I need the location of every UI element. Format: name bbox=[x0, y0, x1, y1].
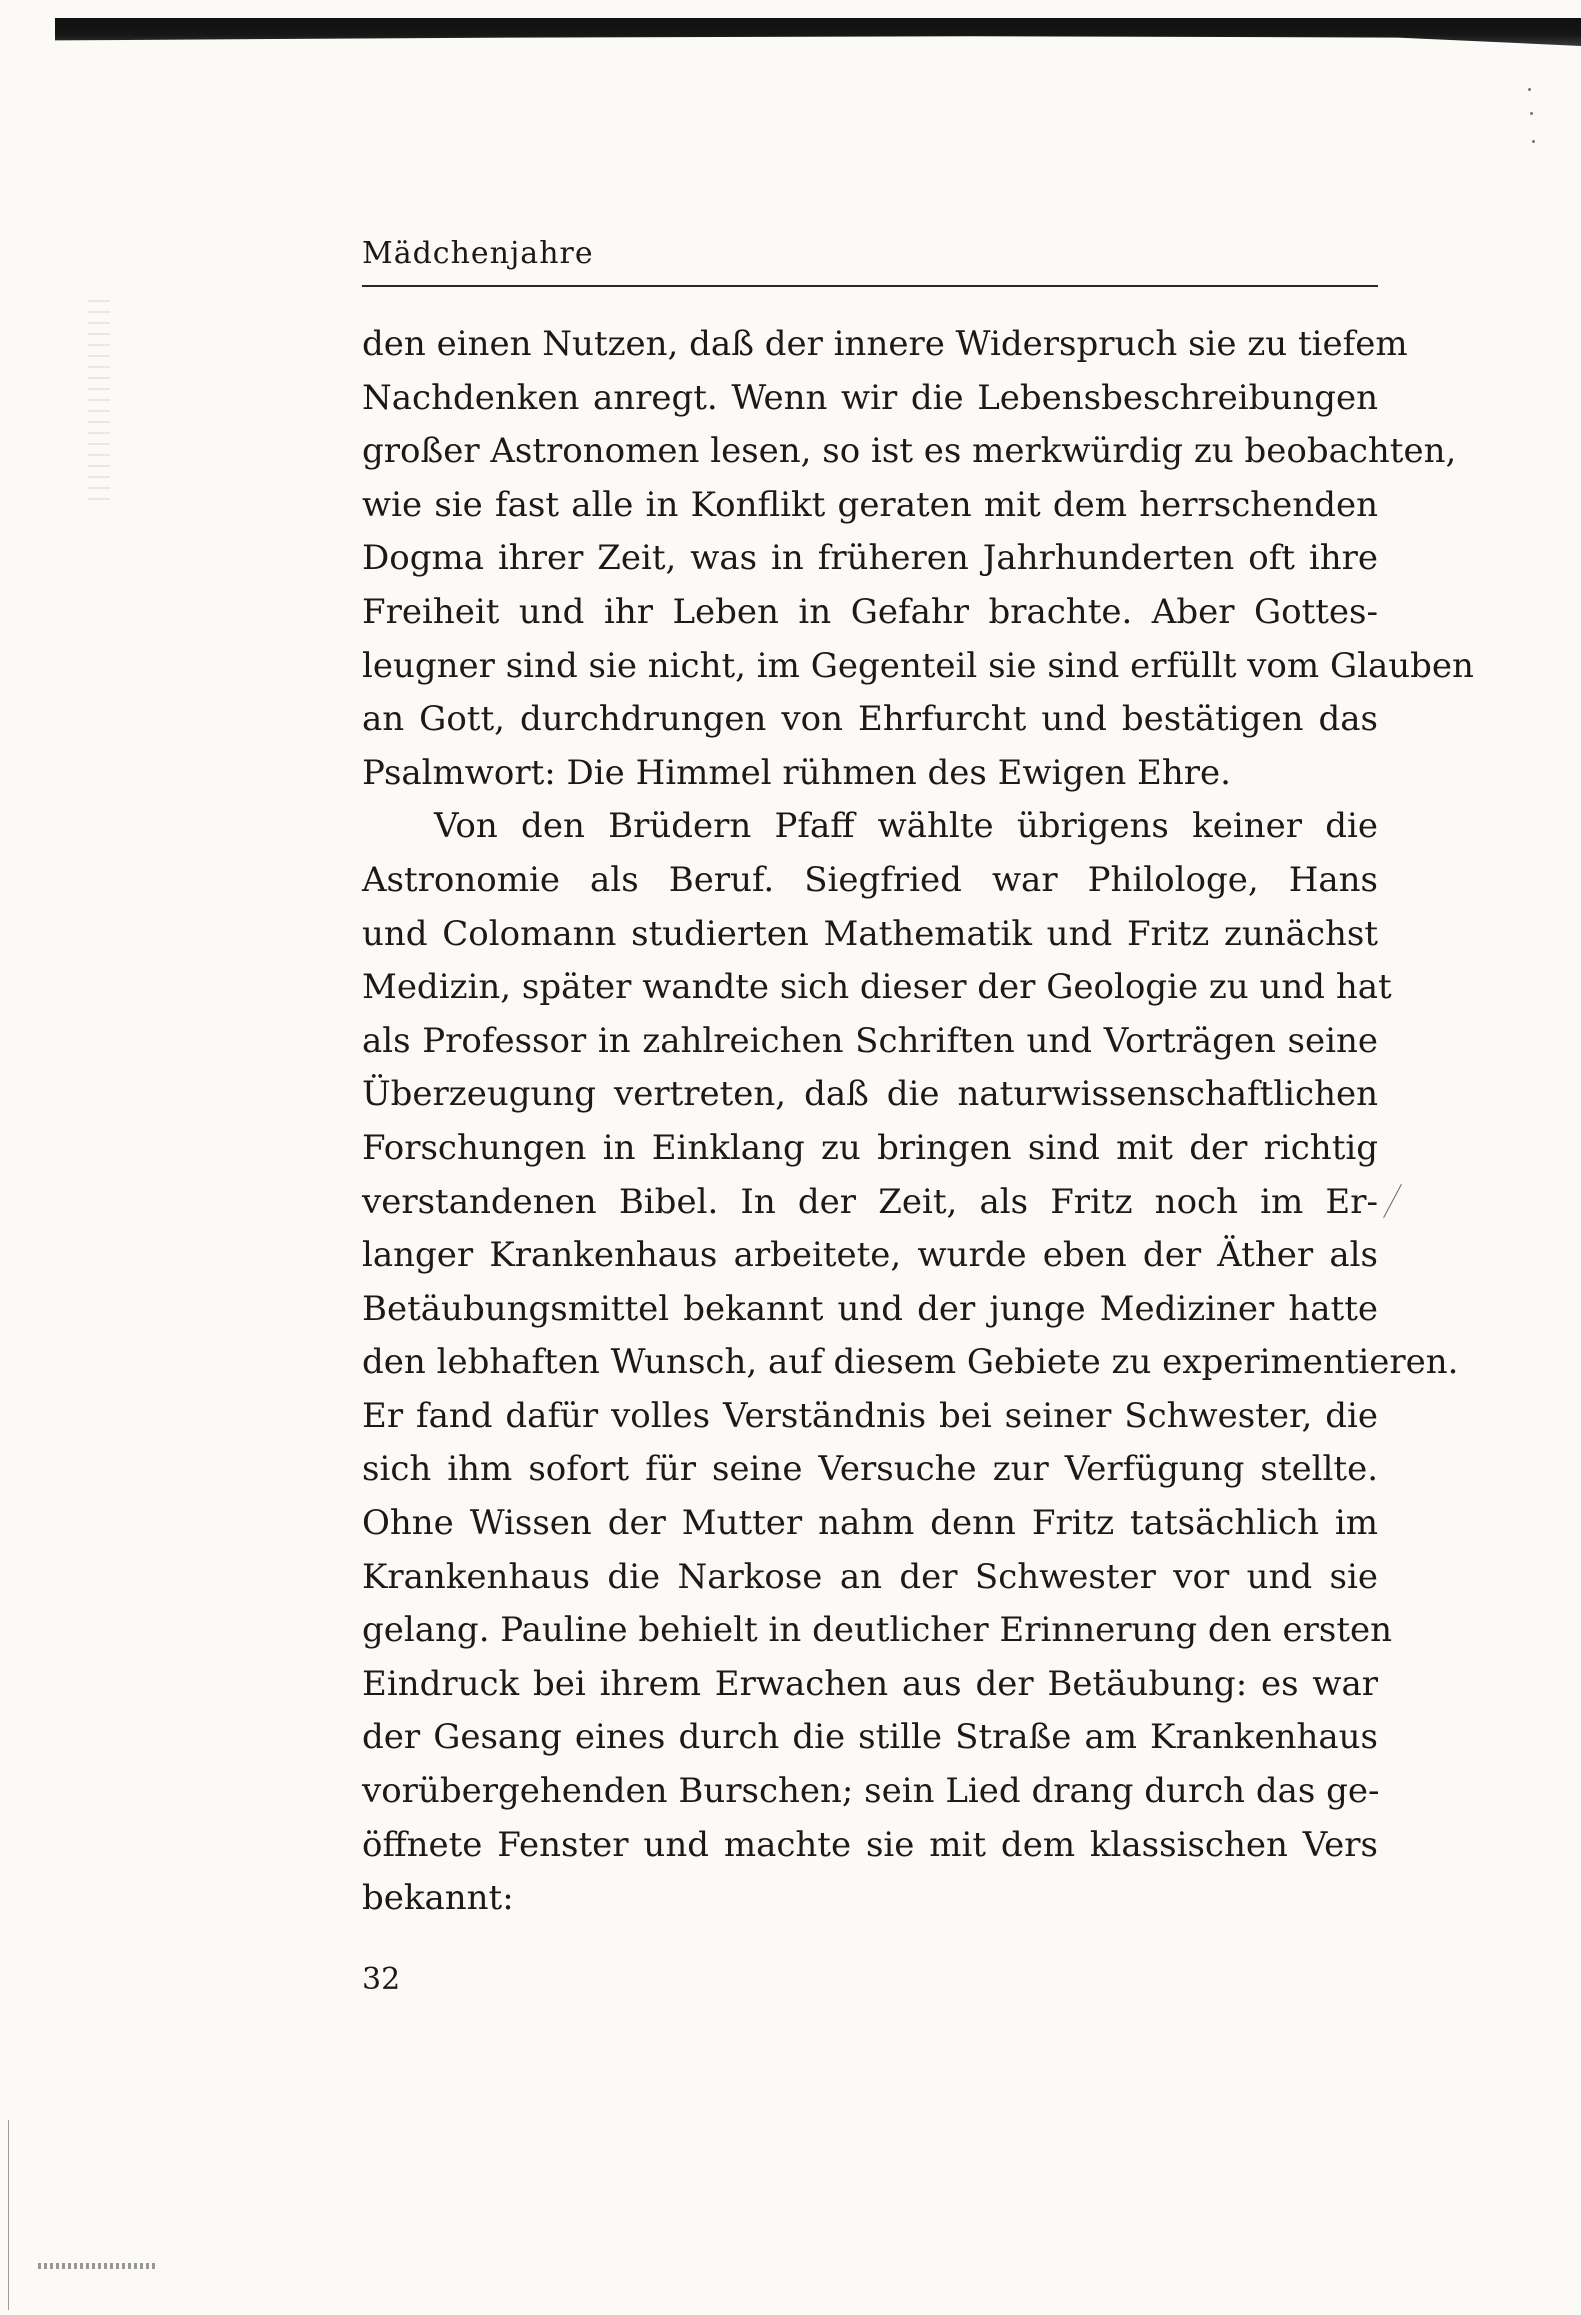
pencil-mark bbox=[1383, 1184, 1402, 1218]
text-line: den lebhaften Wunsch, auf diesem Gebiete zu experimentieren. bbox=[362, 1342, 1459, 1383]
text-line: Nachdenken anregt. Wenn wir die Lebensbeschreibungen bbox=[362, 377, 1378, 418]
text-line: Eindruck bei ihrem Erwachen aus der Betäubung: es war bbox=[362, 1663, 1378, 1704]
text-line: verstandenen Bibel. In der Zeit, als Fritz noch im Er- bbox=[362, 1181, 1378, 1222]
text-line: an Gott, durchdrungen von Ehrfurcht und bestätigen das bbox=[362, 699, 1378, 740]
text-line: bekannt: bbox=[362, 1878, 514, 1919]
text-line: Krankenhaus die Narkose an der Schwester vor und sie bbox=[362, 1556, 1378, 1597]
page-number: 32 bbox=[362, 1962, 401, 1997]
paragraph-start-line: Von den Brüdern Pfaff wählte übrigens keiner die bbox=[434, 806, 1378, 847]
body-text bbox=[362, 318, 1474, 1926]
header-rule bbox=[362, 285, 1378, 287]
text-line: Ohne Wissen der Mutter nahm denn Fritz tatsächlich im bbox=[362, 1503, 1378, 1544]
margin-speck bbox=[1532, 140, 1535, 143]
text-line: Astronomie als Beruf. Siegfried war Philologe, Hans bbox=[362, 859, 1378, 900]
text-line: und Colomann studierten Mathematik und Fritz zunächst bbox=[362, 913, 1378, 954]
text-line: großer Astronomen lesen, so ist es merkwürdig zu beobachten, bbox=[362, 431, 1457, 472]
text-line: Betäubungsmittel bekannt und der junge Mediziner hatte bbox=[362, 1288, 1378, 1329]
margin-smudge bbox=[88, 300, 110, 500]
page-edge-line bbox=[8, 2120, 9, 2310]
text-line: wie sie fast alle in Konflikt geraten mit dem herrschenden bbox=[362, 484, 1378, 525]
text-line: öffnete Fenster und machte sie mit dem klassischen Vers bbox=[362, 1824, 1378, 1865]
page-top-edge bbox=[55, 18, 1581, 46]
text-line: leugner sind sie nicht, im Gegenteil sie sind erfüllt vom Glauben bbox=[362, 645, 1474, 686]
text-line: sich ihm sofort für seine Versuche zur Verfügung stellte. bbox=[362, 1449, 1378, 1490]
text-line: langer Krankenhaus arbeitete, wurde eben der Äther als bbox=[362, 1235, 1378, 1276]
text-line: Forschungen in Einklang zu bringen sind mit der richtig bbox=[362, 1127, 1378, 1168]
running-head: Mädchenjahre bbox=[362, 236, 594, 271]
text-line: der Gesang eines durch die stille Straße am Krankenhaus bbox=[362, 1717, 1378, 1758]
bottom-smudge bbox=[38, 2263, 158, 2269]
margin-speck bbox=[1528, 88, 1531, 91]
text-line: den einen Nutzen, daß der innere Widerspruch sie zu tiefem bbox=[362, 324, 1408, 364]
text-line: Er fand dafür volles Verständnis bei seiner Schwester, die bbox=[362, 1395, 1378, 1436]
text-line: Medizin, später wandte sich dieser der Geologie zu und hat bbox=[362, 967, 1392, 1008]
text-line: gelang. Pauline behielt in deutlicher Erinnerung den ersten bbox=[362, 1610, 1392, 1651]
text-line: vorübergehenden Burschen; sein Lied drang durch das ge- bbox=[362, 1771, 1380, 1812]
text-line: Freiheit und ihr Leben in Gefahr brachte. Aber Gottes- bbox=[362, 591, 1378, 632]
text-line: Psalmwort: Die Himmel rühmen des Ewigen Ehre. bbox=[362, 752, 1231, 793]
text-line: Überzeugung vertreten, daß die naturwissenschaftlichen bbox=[362, 1074, 1378, 1115]
text-line: Dogma ihrer Zeit, was in früheren Jahrhunderten oft ihre bbox=[362, 538, 1378, 579]
margin-speck bbox=[1530, 112, 1533, 115]
text-line: als Professor in zahlreichen Schriften und Vorträgen seine bbox=[362, 1020, 1378, 1061]
